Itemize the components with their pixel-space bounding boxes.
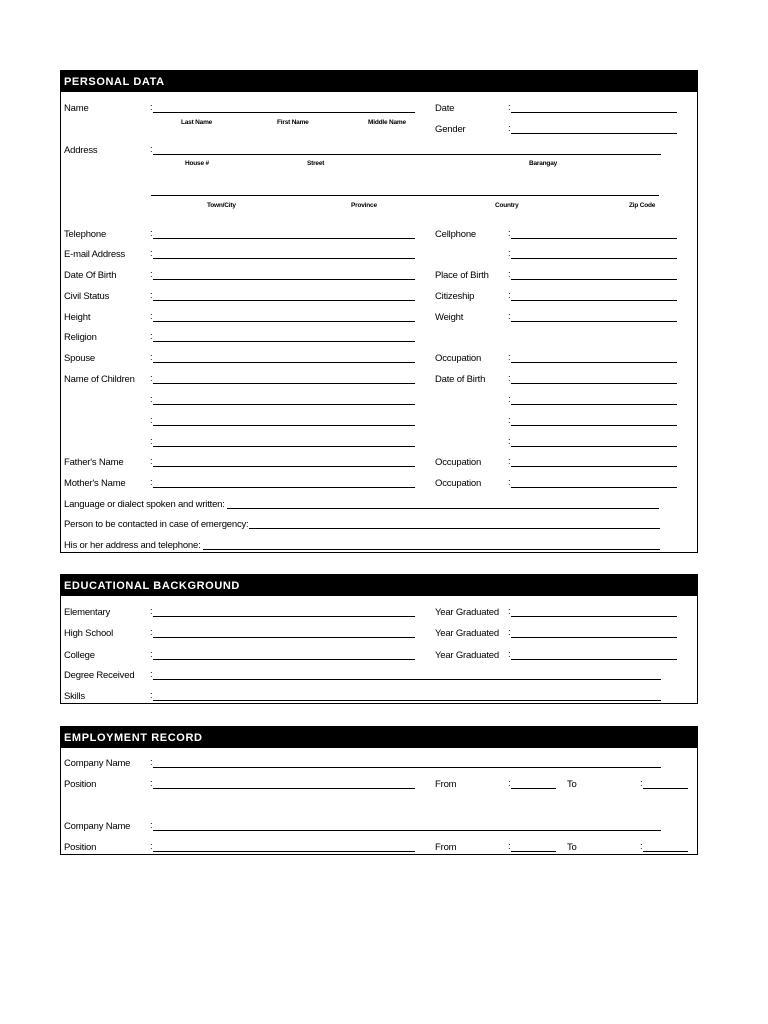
college-year-label: Year Graduated xyxy=(435,650,499,661)
company-label-1: Company Name xyxy=(64,758,131,769)
position-label-2: Position xyxy=(64,842,97,853)
name-field[interactable] xyxy=(153,112,415,113)
mother-occupation-colon: : xyxy=(508,477,511,488)
child-dob-label: Date of Birth xyxy=(435,374,486,385)
zip-code-sublabel: Zip Code xyxy=(629,202,656,209)
email-right-field[interactable] xyxy=(511,258,677,259)
company-colon-2: : xyxy=(150,820,153,831)
skills-label: Skills xyxy=(64,691,85,702)
religion-label: Religion xyxy=(64,332,97,343)
education-header: EDUCATIONAL BACKGROUND xyxy=(60,574,698,596)
college-field[interactable] xyxy=(153,659,415,660)
elementary-label: Elementary xyxy=(64,607,111,618)
address-label: Address xyxy=(64,145,98,156)
children-colon-2: : xyxy=(150,394,153,405)
religion-field[interactable] xyxy=(153,341,415,342)
from-colon-2: : xyxy=(508,841,511,852)
email-right-colon: : xyxy=(508,248,511,259)
high-school-year-colon: : xyxy=(508,627,511,638)
college-year-field[interactable] xyxy=(511,659,677,660)
weight-label: Weight xyxy=(435,312,464,323)
elementary-field[interactable] xyxy=(153,616,415,617)
position-field-1[interactable] xyxy=(153,788,415,789)
emergency-contact-field[interactable] xyxy=(249,528,660,529)
weight-colon: : xyxy=(508,311,511,322)
skills-colon: : xyxy=(150,690,153,701)
to-field-2[interactable] xyxy=(643,851,688,852)
father-occupation-colon: : xyxy=(508,456,511,467)
citizenship-colon: : xyxy=(508,290,511,301)
college-label: College xyxy=(64,650,95,661)
civil-status-label: Civil Status xyxy=(64,291,110,302)
cellphone-label: Cellphone xyxy=(435,229,476,240)
date-field[interactable] xyxy=(511,112,677,113)
telephone-label: Telephone xyxy=(64,229,107,240)
email-field[interactable] xyxy=(153,258,415,259)
child-dob-colon-3: : xyxy=(508,415,511,426)
education-box xyxy=(60,596,698,704)
child-name-field-1[interactable] xyxy=(153,383,415,384)
child-dob-colon-2: : xyxy=(508,394,511,405)
gender-label: Gender xyxy=(435,124,466,135)
to-colon-1: : xyxy=(640,778,643,789)
language-label: Language or dialect spoken and written: xyxy=(64,499,225,510)
spouse-colon: : xyxy=(150,352,153,363)
from-colon-1: : xyxy=(508,778,511,789)
from-label-1: From xyxy=(435,779,457,790)
spouse-label: Spouse xyxy=(64,353,96,364)
to-field-1[interactable] xyxy=(643,788,688,789)
company-colon-1: : xyxy=(150,757,153,768)
spouse-occupation-field[interactable] xyxy=(511,362,677,363)
degree-label: Degree Received xyxy=(64,670,135,681)
child-name-field-4[interactable] xyxy=(153,446,415,447)
citizenship-label: Citizeship xyxy=(435,291,475,302)
position-label-1: Position xyxy=(64,779,97,790)
street-sublabel: Street xyxy=(307,160,325,167)
place-of-birth-label: Place of Birth xyxy=(435,270,489,281)
place-of-birth-field[interactable] xyxy=(511,279,677,280)
children-colon-4: : xyxy=(150,436,153,447)
name-colon: : xyxy=(150,102,153,113)
religion-colon: : xyxy=(150,331,153,342)
elementary-year-label: Year Graduated xyxy=(435,607,499,618)
personal-data-box xyxy=(60,92,698,553)
high-school-field[interactable] xyxy=(153,637,415,638)
civil-status-field[interactable] xyxy=(153,300,415,301)
mother-field[interactable] xyxy=(153,487,415,488)
to-label-2: To xyxy=(567,842,577,853)
elementary-year-colon: : xyxy=(508,606,511,617)
child-dob-colon-4: : xyxy=(508,436,511,447)
province-sublabel: Province xyxy=(351,202,377,209)
mother-label: Mother's Name xyxy=(64,478,126,489)
employment-box xyxy=(60,748,698,855)
employment-header: EMPLOYMENT RECORD xyxy=(60,726,698,748)
email-label: E-mail Address xyxy=(64,249,126,260)
high-school-year-label: Year Graduated xyxy=(435,628,499,639)
from-label-2: From xyxy=(435,842,457,853)
cellphone-colon: : xyxy=(508,228,511,239)
to-colon-2: : xyxy=(640,841,643,852)
college-year-colon: : xyxy=(508,649,511,660)
position-field-2[interactable] xyxy=(153,851,415,852)
emergency-address-field[interactable] xyxy=(203,549,660,550)
address-field-line2[interactable] xyxy=(151,195,659,196)
skills-field[interactable] xyxy=(153,700,661,701)
last-name-sublabel: Last Name xyxy=(181,119,213,126)
child-dob-field-2[interactable] xyxy=(511,404,677,405)
cellphone-field[interactable] xyxy=(511,238,677,239)
company-label-2: Company Name xyxy=(64,821,131,832)
company-field-1[interactable] xyxy=(153,767,661,768)
child-dob-field-3[interactable] xyxy=(511,425,677,426)
from-field-1[interactable] xyxy=(511,788,556,789)
address-field-line1[interactable] xyxy=(153,154,661,155)
language-field[interactable] xyxy=(227,508,659,509)
children-colon-3: : xyxy=(150,415,153,426)
email-colon: : xyxy=(150,248,153,259)
father-occupation-label: Occupation xyxy=(435,457,482,468)
children-label: Name of Children xyxy=(64,374,135,385)
from-field-2[interactable] xyxy=(511,851,556,852)
height-label: Height xyxy=(64,312,91,323)
emergency-contact-label: Person to be contacted in case of emergency: xyxy=(64,519,249,530)
telephone-field[interactable] xyxy=(153,238,415,239)
children-colon-1: : xyxy=(150,373,153,384)
emergency-address-label: His or her address and telephone: xyxy=(64,540,201,551)
father-occupation-field[interactable] xyxy=(511,466,677,467)
elementary-colon: : xyxy=(150,606,153,617)
name-label: Name xyxy=(64,103,89,114)
college-colon: : xyxy=(150,649,153,660)
spouse-field[interactable] xyxy=(153,362,415,363)
high-school-year-field[interactable] xyxy=(511,637,677,638)
spouse-occupation-colon: : xyxy=(508,352,511,363)
child-name-field-2[interactable] xyxy=(153,404,415,405)
house-sublabel: House # xyxy=(185,160,209,167)
personal-data-header: PERSONAL DATA xyxy=(60,70,698,92)
dob-colon: : xyxy=(150,269,153,280)
spouse-occupation-label: Occupation xyxy=(435,353,482,364)
civil-status-colon: : xyxy=(150,290,153,301)
child-name-field-3[interactable] xyxy=(153,425,415,426)
child-dob-colon-1: : xyxy=(508,373,511,384)
mother-occupation-label: Occupation xyxy=(435,478,482,489)
position-colon-1: : xyxy=(150,778,153,789)
father-field[interactable] xyxy=(153,466,415,467)
gender-colon: : xyxy=(508,123,511,134)
father-label: Father's Name xyxy=(64,457,124,468)
father-colon: : xyxy=(150,456,153,467)
town-city-sublabel: Town/City xyxy=(207,202,236,209)
country-sublabel: Country xyxy=(495,202,519,209)
middle-name-sublabel: Middle Name xyxy=(368,119,406,126)
place-of-birth-colon: : xyxy=(508,269,511,280)
to-label-1: To xyxy=(567,779,577,790)
elementary-year-field[interactable] xyxy=(511,616,677,617)
child-dob-field-1[interactable] xyxy=(511,383,677,384)
position-colon-2: : xyxy=(150,841,153,852)
degree-field[interactable] xyxy=(153,679,661,680)
barangay-sublabel: Barangay xyxy=(529,160,558,167)
high-school-colon: : xyxy=(150,627,153,638)
company-field-2[interactable] xyxy=(153,830,661,831)
weight-field[interactable] xyxy=(511,321,677,322)
degree-colon: : xyxy=(150,669,153,680)
gender-field[interactable] xyxy=(511,133,677,134)
mother-colon: : xyxy=(150,477,153,488)
citizenship-field[interactable] xyxy=(511,300,677,301)
date-colon: : xyxy=(508,102,511,113)
height-field[interactable] xyxy=(153,321,415,322)
mother-occupation-field[interactable] xyxy=(511,487,677,488)
address-colon: : xyxy=(150,144,153,155)
telephone-colon: : xyxy=(150,228,153,239)
dob-label: Date Of Birth xyxy=(64,270,117,281)
date-label: Date xyxy=(435,103,455,114)
child-dob-field-4[interactable] xyxy=(511,446,677,447)
first-name-sublabel: First Name xyxy=(277,119,309,126)
dob-field[interactable] xyxy=(153,279,415,280)
height-colon: : xyxy=(150,311,153,322)
high-school-label: High School xyxy=(64,628,114,639)
